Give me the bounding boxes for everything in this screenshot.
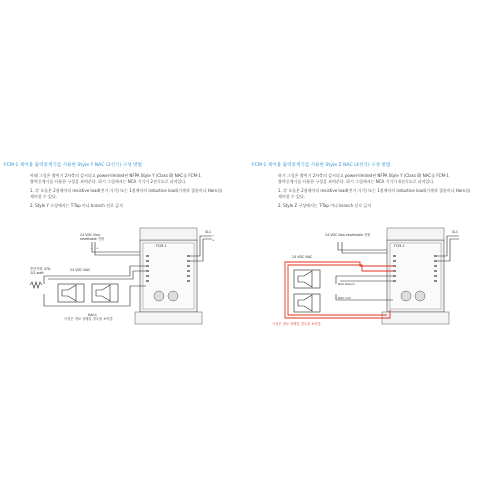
left-eol-label: 1/2-watt xyxy=(30,271,44,275)
right-item-2: 2. Style Z 구성에서는 T-Tap 이나 branch 선로 금지 xyxy=(278,203,372,208)
left-paragraph-line: 아래 그림은 출력기 2차측의 감시되고 power-limited된 NFPA Style Y (Class B) NAC를 FCM-1 xyxy=(30,173,201,178)
left-plus-sign: + xyxy=(96,246,99,250)
right-horn-device xyxy=(294,294,320,312)
left-item-1-line: 1. 각 모듈은 2점제어의 resistive load(전기 기기) 또는 1점제어의 inductive load(기계적 경종이나 Horn)를 xyxy=(30,188,223,193)
right-module-label: FCM-1 xyxy=(394,244,405,248)
right-nac-return-label: NAC Return xyxy=(338,282,356,286)
left-item-2: 2. Style Y 구성에서는 T-Tap 이나 branch 선로 금지 xyxy=(30,203,123,208)
right-nac-label: 24 VDC NAC xyxy=(292,255,313,259)
right-rotary-switch xyxy=(415,291,425,301)
right-paragraph-line: 하기 그림은 출력기 2차측의 감시되고 power-limited된 NFPA Style Y (Class B) NAC를 FCM-1 xyxy=(278,173,449,178)
left-item-1-line: 제어할 수 있다. xyxy=(30,194,57,199)
left-title: FCM-1 제어용 출력중계기를 사용한 Style Y NAC (2선식) 구성 방법 xyxy=(4,163,142,168)
left-module-label: FCM-1 xyxy=(156,244,167,248)
right-title: FCM-1 제어용 출력중계기를 사용한 Style Z NAC (4선식) 구성 방법 xyxy=(252,163,391,168)
left-slc-plus: + xyxy=(212,238,215,242)
right-slc-label: SLC xyxy=(452,230,459,234)
right-fcm1-module xyxy=(387,240,444,312)
right-supply-wires xyxy=(338,242,387,253)
right-backbox xyxy=(382,312,449,324)
right-item-1-line: 1. 각 모듈은 2점제어의 resistive load(전기 기기) 또는 1점제어의 inductive load(기계적 경종이나 Horn)를 xyxy=(278,188,471,193)
right-backbox xyxy=(387,228,444,240)
left-note-label: 극성은 경보 상태일 경우를 보여줌 xyxy=(64,317,113,321)
right-item-1-line: 제어할 수 있다. xyxy=(278,194,305,199)
left-eol-label: 종단저항 47K, xyxy=(30,267,52,271)
right-nac-out-label: NAC Out xyxy=(338,296,351,300)
left-supply-label: resettable 전원 xyxy=(80,237,105,241)
left-minus-sign: − xyxy=(90,246,93,250)
left-note-label: NACs xyxy=(88,313,97,317)
right-note-label: 극성은 경보 상태일 경우를 보여줌 xyxy=(272,322,321,326)
left-slc-label: SLC xyxy=(205,230,212,234)
left-supply-label: 24 VDC Non- xyxy=(80,233,102,237)
left-paragraph-line: 출력중계기를 사용한 구성을 보여준다. 하기 그림에서는 NCA 기기가 2선식으로 되어있다. xyxy=(30,179,187,184)
right-supply-label: 24 VDC Non-resettable 전원 xyxy=(325,233,371,237)
left-nac-label: 24 VDC NAC xyxy=(70,268,91,272)
right-paragraph-line: 출력중계기를 사용한 구성을 보여준다. 하기 그림에서는 NCA 기기가 4선식으로 되어있다. xyxy=(278,179,435,184)
left-slc-minus: − xyxy=(212,233,215,237)
right-horn-device xyxy=(294,270,320,288)
right-rotary-switch xyxy=(401,291,411,301)
